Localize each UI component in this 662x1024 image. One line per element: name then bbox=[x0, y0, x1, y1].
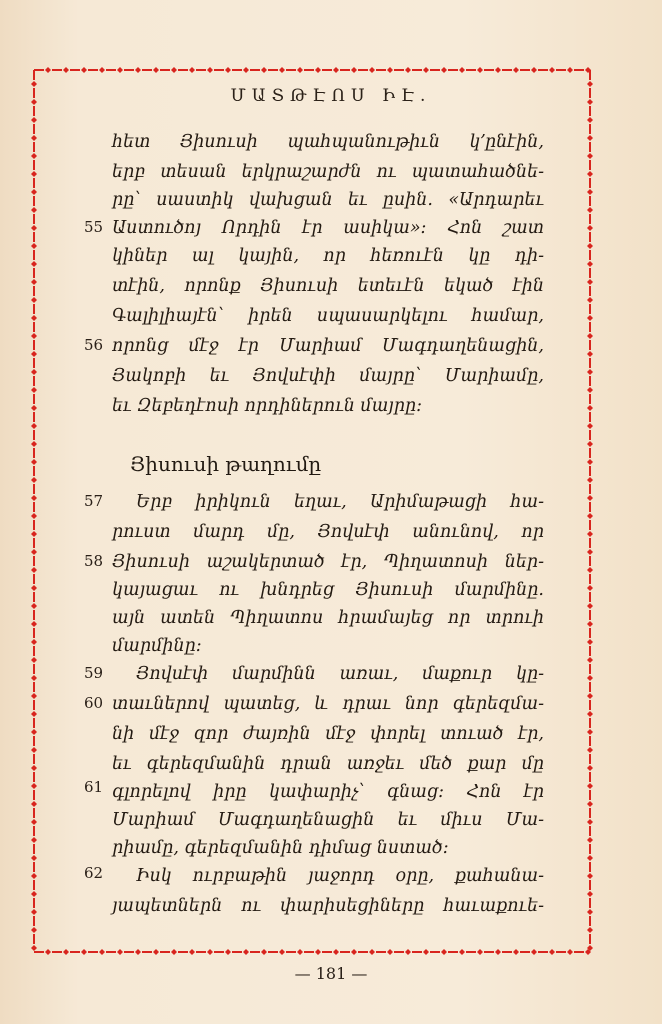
text-line: Աստուծոյ Որդին էր ասիկա»: Հոն շատ bbox=[112, 218, 544, 238]
text-line: Երբ իրիկուն եղաւ, Արիմաթացի հա- bbox=[136, 492, 544, 512]
text-line: տէին, որոնք Յիսուսի ետեւէն եկած էին bbox=[112, 276, 544, 296]
text-line: որոնց մէջ էր Մարիամ Մագդաղենացին, bbox=[112, 336, 544, 356]
page-number: — 181 — bbox=[294, 964, 368, 983]
text-line: մարմինը: bbox=[112, 636, 202, 656]
text-line: րուստ մարդ մը, Յովսէփ անունով, որ bbox=[112, 522, 544, 542]
text-line: եւ գերեզմանին դրան առջեւ մեծ քար մը bbox=[112, 754, 544, 774]
text-line: Գալիլիայէն՝ իրեն սպասարկելու համար, bbox=[112, 306, 544, 326]
verse-number: 61 bbox=[84, 778, 104, 796]
text-line: րիամը, գերեզմանին դիմաց նստած: bbox=[112, 838, 449, 858]
text-line: հետ Յիսուսի պահպանութիւն կ՚ընէին, bbox=[112, 132, 544, 152]
text-line: Մարիամ Մագդաղենացին եւ միւս Մա- bbox=[112, 810, 544, 830]
text-line: եւ Զեբեդէոսի որդիներուն մայրը: bbox=[112, 396, 423, 416]
text-line: յապետներն ու փարիսեցիները հաւաքուե- bbox=[112, 896, 544, 916]
verse-number: 58 bbox=[84, 552, 104, 570]
text-line: րը՝ սաստիկ վախցան եւ ըսին. «Արդարեւ bbox=[112, 190, 544, 210]
verse-number: 62 bbox=[84, 864, 104, 882]
verse-number: 55 bbox=[84, 218, 104, 236]
text-line: կիներ ալ կային, որ հեռուէն կը դի- bbox=[112, 246, 544, 266]
text-line: Յակոբի եւ Յովսէփի մայրը՝ Մարիամը, bbox=[112, 366, 544, 386]
text-line: երբ տեսան երկրաշարժն ու պատահածնե- bbox=[112, 162, 544, 182]
verse-number: 56 bbox=[84, 336, 104, 354]
section-heading: Յիսուսի թաղումը bbox=[130, 452, 322, 476]
verse-number: 59 bbox=[84, 664, 104, 682]
text-line: գլորելով իրը կափարիչ՝ գնաց: Հոն էր bbox=[112, 782, 544, 802]
text-line: կայացաւ ու խնդրեց Յիսուսի մարմինը. bbox=[112, 580, 544, 600]
running-head: ՄԱՏԹԷՈՍ ԻԷ. bbox=[230, 86, 432, 106]
text-line: Յովսէփ մարմինն առաւ, մաքուր կը- bbox=[136, 664, 544, 684]
text-line: տաւներով պատեց, և դրաւ նոր գերեզմա- bbox=[112, 694, 544, 714]
text-line: այն ատեն Պիղատոս հրամայեց որ տրուի bbox=[112, 608, 544, 628]
text-line: Իսկ ուրբաթին յաջորդ օրը, քահանա- bbox=[136, 866, 544, 886]
text-line: նի մէջ զոր ժայռին մէջ փորել տուած էր, bbox=[112, 724, 544, 744]
text-line: Յիսուսի աշակերտած էր, Պիղատոսի ներ- bbox=[112, 552, 544, 572]
verse-number: 57 bbox=[84, 492, 104, 510]
verse-number: 60 bbox=[84, 694, 104, 712]
